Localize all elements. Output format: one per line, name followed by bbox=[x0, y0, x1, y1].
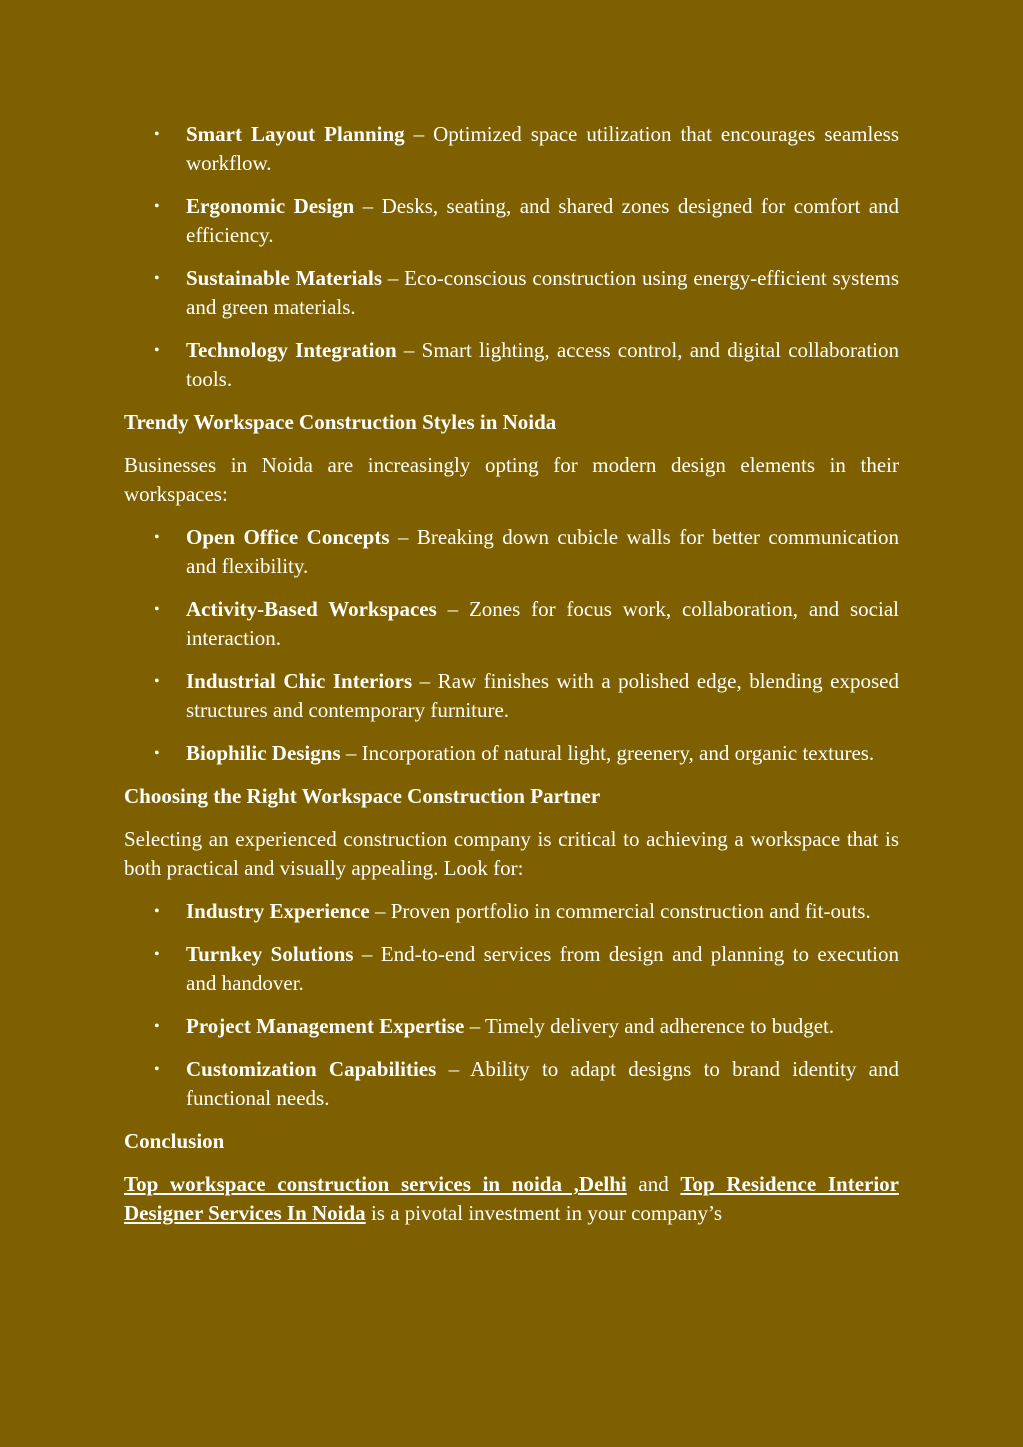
bullet-icon: • bbox=[154, 903, 160, 920]
list-item bbox=[124, 739, 899, 768]
feature-list bbox=[124, 120, 899, 394]
list-item-desc: – Optimized space utilization that encourages seamless workflow. bbox=[186, 122, 900, 175]
list-item-desc: – Raw finishes with a polished edge, blending exposed structures and contemporary furniture. bbox=[186, 669, 899, 722]
bullet-icon: • bbox=[154, 342, 160, 359]
list-item-term: Turnkey Solutions bbox=[186, 942, 354, 966]
styles-list bbox=[124, 523, 899, 768]
list-item-term: Activity-Based Workspaces bbox=[186, 597, 437, 621]
list-item bbox=[124, 264, 899, 322]
list-item-term: Industrial Chic Interiors bbox=[186, 669, 413, 693]
list-item-desc: – Zones for focus work, collaboration, and social interaction. bbox=[186, 597, 899, 650]
section-intro-choosing-partner: Selecting an experienced construction company is critical to achieving a workspace that is both practical and visually appealing. Look for: bbox=[124, 827, 899, 880]
list-item-term: Ergonomic Design bbox=[186, 194, 355, 218]
list-item-term: Industry Experience bbox=[186, 899, 370, 923]
list-item bbox=[124, 1012, 899, 1041]
list-item-desc: – Breaking down cubicle walls for better communication and flexibility. bbox=[186, 525, 899, 578]
list-item-term: Sustainable Materials bbox=[186, 266, 382, 290]
list-item bbox=[124, 192, 899, 250]
list-item bbox=[124, 667, 899, 725]
list-item-desc: – Eco-conscious construction using energy-efficient systems and green materials. bbox=[186, 266, 900, 319]
list-item-desc: – Desks, seating, and shared zones designed for comfort and efficiency. bbox=[186, 194, 900, 247]
bullet-icon: • bbox=[154, 673, 160, 690]
list-item bbox=[124, 120, 899, 178]
list-item bbox=[124, 595, 899, 653]
list-item-desc: – End-to-end services from design and planning to execution and handover. bbox=[186, 942, 899, 995]
bullet-icon: • bbox=[154, 946, 160, 963]
list-item-term: Biophilic Designs bbox=[186, 741, 341, 765]
bullet-icon: • bbox=[154, 1018, 160, 1035]
section-intro-trendy-styles: Businesses in Noida are increasingly opting for modern design elements in their workspaces: bbox=[124, 453, 899, 506]
list-item-desc: – Ability to adapt designs to brand identity and functional needs. bbox=[186, 1057, 899, 1110]
workspace-services-link[interactable]: Top workspace construction services in noida ,Delhi bbox=[124, 1172, 627, 1196]
bullet-icon: • bbox=[154, 601, 160, 618]
bullet-icon: • bbox=[154, 1061, 160, 1078]
list-item bbox=[124, 1055, 899, 1113]
list-item-desc: – Incorporation of natural light, greenery, and organic textures. bbox=[340, 741, 875, 765]
section-heading-conclusion: Conclusion bbox=[124, 1129, 225, 1153]
bullet-icon: • bbox=[154, 745, 160, 762]
conclusion-joiner: and bbox=[626, 1172, 681, 1196]
list-item bbox=[124, 897, 899, 926]
section-heading-choosing-partner: Choosing the Right Workspace Construction Partner bbox=[124, 784, 601, 808]
list-item-term: Customization Capabilities bbox=[186, 1057, 437, 1081]
residence-interior-link[interactable]: Top Residence Interior Designer Services In Noida bbox=[124, 1172, 899, 1225]
list-item bbox=[124, 940, 899, 998]
list-item-desc: – Smart lighting, access control, and digital collaboration tools. bbox=[186, 338, 899, 391]
list-item bbox=[124, 336, 899, 394]
list-item bbox=[124, 523, 899, 581]
list-item-term: Open Office Concepts bbox=[186, 525, 390, 549]
list-item-term: Smart Layout Planning bbox=[186, 122, 405, 146]
list-item-desc: – Proven portfolio in commercial construction and fit-outs. bbox=[369, 899, 871, 923]
list-item-desc: – Timely delivery and adherence to budget. bbox=[464, 1014, 835, 1038]
conclusion-paragraph bbox=[124, 1170, 899, 1228]
list-item-term: Project Management Expertise bbox=[186, 1014, 465, 1038]
bullet-icon: • bbox=[154, 529, 160, 546]
section-heading-trendy-styles: Trendy Workspace Construction Styles in Noida bbox=[124, 410, 557, 434]
list-item-term: Technology Integration bbox=[186, 338, 397, 362]
bullet-icon: • bbox=[154, 126, 160, 143]
partner-criteria-list bbox=[124, 897, 899, 1113]
bullet-icon: • bbox=[154, 270, 160, 287]
bullet-icon: • bbox=[154, 198, 160, 215]
conclusion-text: is a pivotal investment in your company’s bbox=[365, 1201, 723, 1225]
